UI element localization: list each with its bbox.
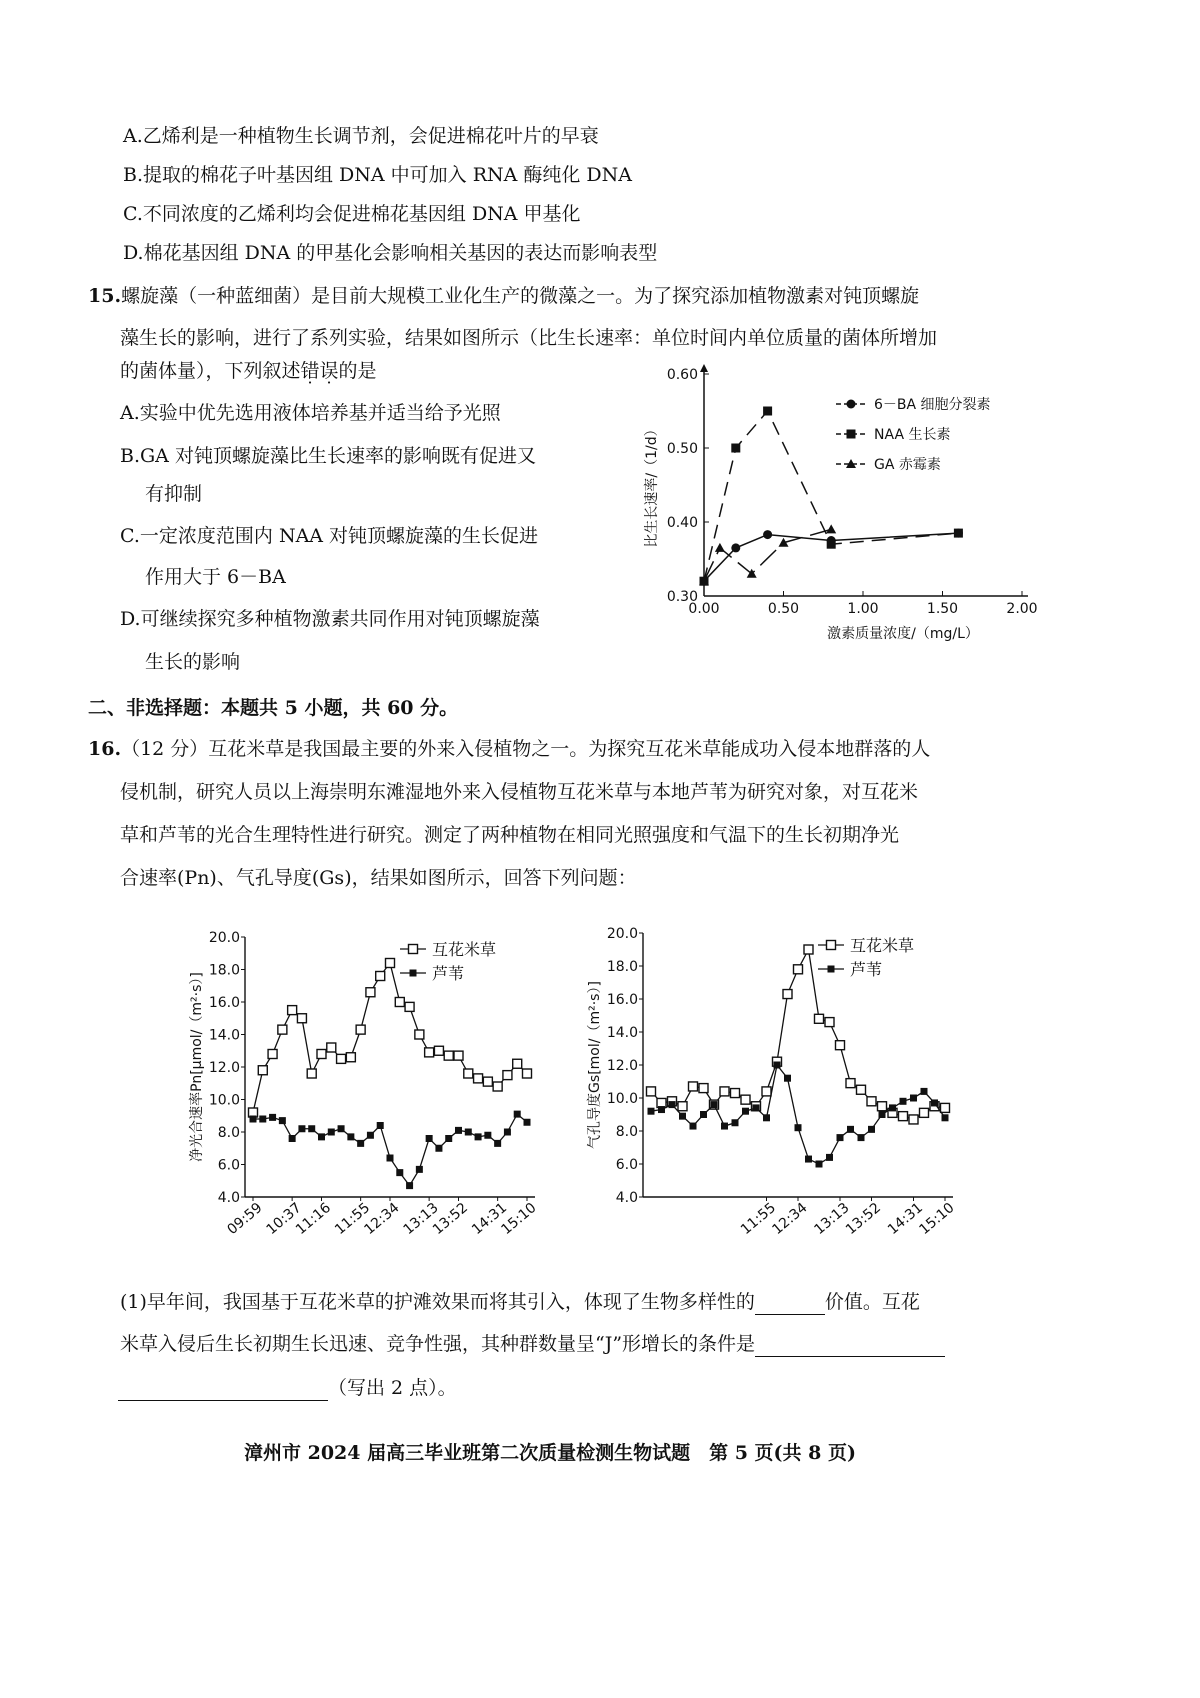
data-point [784, 1075, 791, 1082]
data-point [731, 543, 740, 552]
data-point [444, 1051, 453, 1060]
y-tick-label: 20.0 [606, 926, 638, 942]
legend-label: NAA 生长素 [874, 427, 951, 443]
emphasis-char-1: 错 [300, 360, 320, 382]
data-point [465, 1129, 472, 1136]
y-tick-label: 0.30 [666, 589, 698, 605]
data-point [942, 1114, 949, 1121]
legend-marker [847, 430, 856, 439]
q14-option-c: C.不同浓度的乙烯利均会促进棉花基因组 DNA 甲基化 [123, 203, 581, 225]
legend-label: 6－BA 细胞分裂素 [874, 397, 991, 413]
legend-marker [409, 945, 418, 954]
y-tick-label: 0.60 [666, 367, 698, 383]
data-point [794, 965, 803, 974]
answer-blank-2[interactable] [755, 1336, 945, 1357]
gs-chart [575, 915, 975, 1255]
data-point [762, 1087, 771, 1096]
data-point [899, 1112, 908, 1121]
data-point [474, 1074, 483, 1083]
data-point [523, 1069, 532, 1078]
y-tick-label: 20.0 [208, 930, 240, 946]
data-point [475, 1133, 482, 1140]
y-tick-label: 6.0 [615, 1157, 638, 1173]
data-point [318, 1133, 325, 1140]
data-point [826, 524, 836, 533]
q15-option-c: C.一定浓度范围内 NAA 对钝顶螺旋藻的生长促进 [120, 525, 539, 547]
data-point [288, 1006, 297, 1015]
data-point [464, 1069, 473, 1078]
data-point [278, 1025, 287, 1034]
y-tick-label: 8.0 [217, 1125, 240, 1141]
data-point [690, 1123, 697, 1130]
q15-option-b-cont: 有抑制 [145, 483, 203, 505]
data-point [259, 1116, 266, 1123]
y-tick-label: 16.0 [208, 995, 240, 1011]
pn-chart [175, 915, 555, 1255]
data-point [825, 1018, 834, 1027]
legend-label: 互花米草 [850, 936, 915, 955]
data-point [804, 945, 813, 954]
q16-line2: 侵机制，研究人员以上海崇明东滩湿地外来入侵植物互花米草与本地芦苇为研究对象，对互花米 [120, 781, 919, 803]
q16-sub1-text-c: 米草入侵后生长初期生长迅速、竞争性强，其种群数量呈“J”形增长的条件是 [120, 1333, 756, 1355]
y-tick-label: 10.0 [208, 1092, 240, 1109]
legend-label: GA 赤霉素 [874, 457, 941, 473]
y-tick-label: 18.0 [606, 959, 638, 975]
data-point [648, 1108, 655, 1115]
data-point [513, 1059, 522, 1068]
q15-number: 15. [88, 285, 122, 307]
series-line [651, 950, 945, 1120]
data-point [327, 1043, 336, 1052]
data-point [367, 1132, 374, 1139]
data-point [426, 1135, 433, 1142]
data-point [376, 972, 385, 981]
data-point [357, 1140, 364, 1147]
data-point [742, 1108, 749, 1115]
y-tick-label: 6.0 [217, 1157, 240, 1174]
data-point [805, 1156, 812, 1163]
data-point [826, 1154, 833, 1161]
data-point [867, 1097, 876, 1106]
data-point [878, 1102, 887, 1111]
x-tick-label: 15:10 [916, 1199, 958, 1239]
data-point [406, 1182, 413, 1189]
data-point [268, 1050, 277, 1059]
section-header: 二、非选择题：本题共 5 小题，共 60 分。 [88, 697, 459, 719]
x-tick-label: 0.00 [688, 601, 720, 617]
q14-option-b: B.提取的棉花子叶基因组 DNA 中可加入 RNA 酶纯化 DNA [123, 164, 633, 186]
data-point [868, 1126, 875, 1133]
y-tick-label: 4.0 [217, 1190, 240, 1206]
q15-stem-post: 的是 [338, 360, 377, 382]
q14-option-d: D.棉花基因组 DNA 的甲基化会影响相关基因的表达而影响表型 [123, 242, 658, 264]
series-line [253, 963, 527, 1113]
data-point [307, 1069, 316, 1078]
data-point [753, 1104, 760, 1111]
x-tick-label: 14:31 [469, 1199, 511, 1239]
q15-option-a: A.实验中优先选用液体培养基并适当给予光照 [120, 402, 501, 424]
x-tick-label: 12:34 [769, 1199, 811, 1239]
q16-sub1-text-b: 价值。互花 [824, 1291, 920, 1313]
data-point [328, 1129, 335, 1136]
legend-marker [410, 970, 417, 977]
data-point [514, 1111, 521, 1118]
q15-option-c-cont: 作用大于 6－BA [145, 566, 286, 588]
q15-stem-line1 [88, 283, 919, 309]
y-tick-label: 0.40 [666, 515, 698, 531]
q15-option-b: B.GA 对钝顶螺旋藻比生长速率的影响既有促进又 [120, 445, 536, 467]
data-point [434, 1046, 443, 1055]
data-point [732, 1119, 739, 1126]
answer-blank-3[interactable] [118, 1380, 328, 1401]
data-point [921, 1088, 928, 1095]
y-axis-arrow [700, 364, 708, 372]
data-point [298, 1125, 305, 1132]
data-point [920, 1108, 929, 1117]
data-point [454, 1051, 463, 1060]
y-tick-label: 4.0 [615, 1190, 638, 1206]
data-point [269, 1114, 276, 1121]
data-point [846, 1079, 855, 1088]
data-point [483, 1077, 492, 1086]
y-axis-label: 净光合速率Pn[μmol/（m²·s）] [189, 972, 205, 1162]
data-point [931, 1099, 938, 1106]
q15-stem-text1: 螺旋藻（一种蓝细菌）是目前大规模工业化生产的微藻之一。为了探究添加植物激素对钝顶螺旋 [121, 285, 920, 307]
x-axis-label: 激素质量浓度/（mg/L） [827, 626, 979, 642]
q16-text1: （12 分）互花米草是我国最主要的外来入侵植物之一。为探究互花米草能成功入侵本地群落的人 [121, 738, 931, 760]
data-point [494, 1140, 501, 1147]
data-point [258, 1066, 267, 1075]
data-point [416, 1166, 423, 1173]
q16-sub1-line3 [118, 1375, 457, 1401]
data-point [377, 1122, 384, 1129]
data-point [909, 1115, 918, 1124]
data-point [289, 1135, 296, 1142]
data-point [308, 1125, 315, 1132]
x-tick-label: 12:34 [361, 1199, 403, 1239]
data-point [700, 1111, 707, 1118]
x-tick-label: 0.50 [767, 601, 800, 617]
data-point [795, 1124, 802, 1131]
data-point [445, 1135, 452, 1142]
data-point [731, 1089, 740, 1098]
y-tick-label: 12.0 [208, 1060, 240, 1076]
x-tick-label: 09:59 [224, 1199, 266, 1239]
y-tick-label: 10.0 [606, 1091, 638, 1107]
x-tick-label: 13:13 [811, 1199, 853, 1239]
q16-sub1-text-a: (1)早年间，我国基于互花米草的护滩效果而将其引入，体现了生物多样性的 [120, 1291, 755, 1313]
data-point [678, 1102, 687, 1111]
data-point [741, 1095, 750, 1104]
data-point [815, 1014, 824, 1023]
y-tick-label: 0.50 [666, 441, 698, 457]
data-point [346, 1053, 355, 1062]
data-point [900, 1098, 907, 1105]
data-point [658, 1106, 665, 1113]
x-tick-label: 15:10 [498, 1199, 540, 1239]
legend-marker [827, 941, 836, 950]
q16-sub1-line2 [120, 1331, 945, 1357]
data-point [763, 1114, 770, 1121]
data-point [396, 1169, 403, 1176]
q15-stem-line3 [120, 358, 377, 384]
data-point [415, 1030, 424, 1039]
y-axis-label: 比生长速率/（1/d） [644, 422, 660, 548]
x-tick-label: 11:16 [292, 1199, 335, 1239]
data-point [954, 529, 963, 538]
q16-number: 16. [88, 738, 122, 760]
data-point [721, 1123, 728, 1130]
y-tick-label: 16.0 [606, 992, 638, 1008]
x-tick-label: 14:31 [884, 1199, 927, 1239]
q15-chart [630, 360, 1050, 650]
data-point [484, 1132, 491, 1139]
data-point [356, 1025, 365, 1034]
data-point [455, 1127, 462, 1134]
data-point [279, 1117, 286, 1124]
q14-option-a: A.乙烯利是一种植物生长调节剂，会促进棉花叶片的早衰 [123, 125, 599, 147]
data-point [503, 1071, 512, 1080]
data-point [711, 1101, 718, 1108]
x-tick-label: 1.50 [926, 601, 959, 617]
legend-label: 芦苇 [850, 960, 883, 979]
q15-stem-pre: 的菌体量），下列叙述 [120, 360, 301, 382]
data-point [731, 444, 740, 453]
data-point [679, 1113, 686, 1120]
data-point [715, 543, 725, 552]
x-tick-label: 13:52 [842, 1199, 885, 1239]
legend-marker [847, 400, 856, 409]
q16-sub1-text-d: （写出 2 点）。 [328, 1377, 457, 1399]
data-point [493, 1082, 502, 1091]
data-point [858, 1134, 865, 1141]
x-tick-label: 2.00 [1006, 601, 1038, 617]
data-point [250, 1116, 257, 1123]
data-point [387, 1155, 394, 1162]
data-point [386, 959, 395, 968]
emphasis-char-2: 误 [319, 360, 339, 382]
y-tick-label: 18.0 [208, 962, 240, 979]
data-point [405, 1002, 414, 1011]
q16-sub1-line1 [120, 1289, 920, 1315]
data-point [879, 1111, 886, 1118]
legend-label: 互花米草 [432, 940, 497, 959]
q15-option-d: D.可继续探究多种植物激素共同作用对钝顶螺旋藻 [120, 608, 540, 630]
data-point [297, 1014, 306, 1023]
data-point [337, 1054, 346, 1063]
data-point [366, 988, 375, 997]
data-point [504, 1129, 511, 1136]
data-point [774, 1062, 781, 1069]
y-tick-label: 14.0 [208, 1027, 240, 1044]
x-tick-label: 1.00 [847, 601, 879, 617]
y-axis-label: 气孔导度Gs[mol/（m²·s）] [587, 981, 603, 1149]
data-point [783, 990, 792, 999]
x-tick-label: 13:52 [429, 1199, 472, 1239]
y-tick-label: 14.0 [606, 1025, 638, 1041]
data-point [347, 1133, 354, 1140]
x-tick-label: 13:13 [400, 1199, 442, 1239]
x-tick-label: 11:55 [737, 1199, 780, 1239]
answer-blank-1[interactable] [755, 1294, 825, 1315]
y-tick-label: 12.0 [606, 1058, 638, 1074]
data-point [836, 1041, 845, 1050]
data-point [763, 530, 772, 539]
series-line [253, 1114, 527, 1186]
data-point [435, 1145, 442, 1152]
q16-line4: 合速率(Pn)、气孔导度(Gs)，结果如图所示，回答下列问题： [120, 867, 637, 889]
page-footer: 漳州市 2024 届高三毕业班第二次质量检测生物试题 第 5 页(共 8 页) [244, 1442, 856, 1464]
data-point [689, 1082, 698, 1091]
data-point [837, 1134, 844, 1141]
legend-marker [828, 966, 835, 973]
data-point [720, 1087, 729, 1096]
data-point [941, 1103, 950, 1112]
data-point [669, 1101, 676, 1108]
data-point [395, 998, 404, 1007]
x-tick-label: 11:55 [332, 1199, 374, 1239]
data-point [338, 1125, 345, 1132]
data-point [847, 1126, 854, 1133]
y-tick-label: 8.0 [615, 1124, 638, 1140]
q16-line1 [88, 736, 930, 762]
data-point [425, 1048, 434, 1057]
data-point [889, 1104, 896, 1111]
data-point [647, 1087, 656, 1096]
q16-line3: 草和芦苇的光合生理特性进行研究。测定了两种植物在相同光照强度和气温下的生长初期净光 [120, 824, 900, 846]
data-point [524, 1119, 531, 1126]
legend-label: 芦苇 [432, 964, 465, 983]
data-point [857, 1085, 866, 1094]
data-point [910, 1095, 917, 1102]
data-point [699, 1084, 708, 1093]
data-point [317, 1050, 326, 1059]
q15-stem-line2: 藻生长的影响，进行了系列实验，结果如图所示（比生长速率：单位时间内单位质量的菌体所增加 [120, 327, 938, 349]
q15-option-d-cont: 生长的影响 [145, 651, 241, 673]
x-tick-label: 10:37 [263, 1199, 305, 1239]
data-point [763, 407, 772, 416]
data-point [827, 540, 836, 549]
data-point [816, 1161, 823, 1168]
